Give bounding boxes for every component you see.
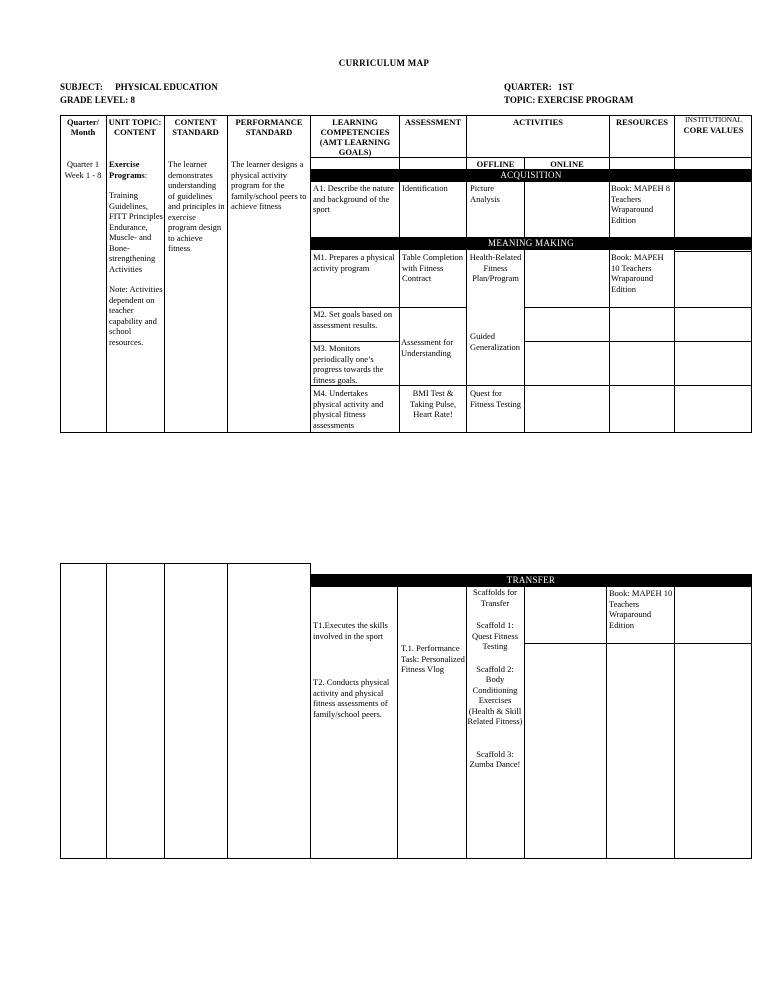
offline-a1: Picture Analysis [470, 183, 500, 204]
competency-m3: M3. Monitors periodically one’s progress towards the fitness goals. [313, 343, 384, 385]
grade-line [60, 95, 135, 105]
subject-label: SUBJECT: [60, 82, 103, 92]
quarter-label: QUARTER: [504, 82, 552, 92]
competency-a1: A1. Describe the nature and background of the sport [313, 183, 394, 214]
resources-m1: Book: MAPEH 10 Teachers Wraparound Edition [611, 252, 664, 294]
unit-items: Training Guidelines, FITT Principles Endurance, Muscle- and Bone-strengthening Activities [109, 190, 163, 274]
section-acquisition: ACQUISITION [310, 169, 752, 181]
offline-m4: Quest for Fitness Testing [470, 388, 521, 409]
header-performance-standard: PERFORMANCE STANDARD [235, 117, 303, 137]
header-offline: OFFLINE [476, 159, 515, 169]
assessment-m2-m3: Assessment for Understanding [401, 337, 454, 358]
resources-transfer: Book: MAPEH 10 Teachers Wraparound Edition [609, 588, 673, 630]
scaffolds-heading: Scaffolds for Transfer [473, 587, 517, 608]
document-title: CURRICULUM MAP [338, 58, 430, 68]
subject-value: PHYSICAL EDUCATION [115, 82, 218, 92]
competency-t1: T1.Executes the skills involved in the sport [313, 620, 388, 641]
unit-note: Note: Activities dependent on teacher capability and school resources. [109, 284, 163, 347]
unit-topic-cell [109, 159, 163, 347]
resources-a1: Book: MAPEH 8 Teachers Wraparound Edition [611, 183, 671, 225]
grade-label: GRADE LEVEL: [60, 95, 129, 105]
assessment-a1: Identification [402, 183, 448, 193]
header-learning-competencies: LEARNING COMPETENCIES (AMT LEARNING GOALS) [319, 117, 391, 157]
scaffold-3: Scaffold 3: Zumba Dance! [469, 748, 521, 769]
competency-m2: M2. Set goals based on assessment results. [313, 309, 393, 330]
quarter-line [504, 82, 573, 92]
assessment-transfer: T.1. Performance Task: Personalized Fitness Vlog [401, 643, 465, 674]
header-unit-topic: UNIT TOPIC: CONTENT [108, 117, 162, 137]
subject-line [60, 82, 218, 92]
section-transfer: TRANSFER [310, 574, 752, 586]
assessment-m4: BMI Test & Taking Pulse, Heart Rate! [409, 388, 457, 419]
competency-m4: M4. Undertakes physical activity and physical fitness assessments [313, 388, 384, 430]
header-institutional: INSTITUTIONAL [684, 115, 743, 124]
quarter-value: 1ST [557, 82, 574, 92]
assessment-m1: Table Completion with Fitness Contract [402, 252, 464, 283]
offline-m1: Health-Related Fitness Plan/Program [469, 252, 522, 283]
competency-m1: M1. Prepares a physical activity program [313, 252, 395, 273]
offline-m2-m3: Guided Generalization [470, 331, 521, 352]
topic-label: TOPIC: [504, 95, 536, 105]
topic-line [504, 95, 633, 105]
header-assessment: ASSESSMENT [404, 117, 462, 127]
performance-standard-cell: The learner designs a physical activity program for the family/school peers to achieve fitness [231, 159, 307, 211]
unit-title: Exercise Programs [109, 159, 145, 180]
header-activities: ACTIVITIES [512, 117, 564, 127]
section-meaning-making: MEANING MAKING [310, 237, 752, 249]
grade-value: 8 [130, 95, 136, 105]
content-standard-cell: The learner demonstrates understanding of guidelines and principles in exercise program design to achieve fitness [168, 159, 225, 253]
header-core-values: CORE VALUES [683, 125, 744, 135]
scaffold-1: Scaffold 1: Quest Fitness Testing [471, 620, 519, 651]
competency-t2: T2. Conducts physical activity and physical fitness assessments of family/school peers. [313, 677, 390, 719]
header-resources: RESOURCES [616, 117, 668, 127]
quarter-week-cell: Quarter 1 Week 1 - 8 [64, 159, 102, 180]
header-quarter: Quarter/ Month [66, 117, 100, 137]
header-online: ONLINE [550, 159, 584, 169]
scaffold-2: Scaffold 2: Body Conditioning Exercises (Health & Skill Related Fitness) [467, 663, 523, 726]
header-content-standard: CONTENT STANDARD [172, 117, 219, 137]
unit-title-colon: : [144, 169, 148, 180]
scaffolds-cell [467, 587, 523, 770]
topic-value: EXERCISE PROGRAM [537, 95, 634, 105]
